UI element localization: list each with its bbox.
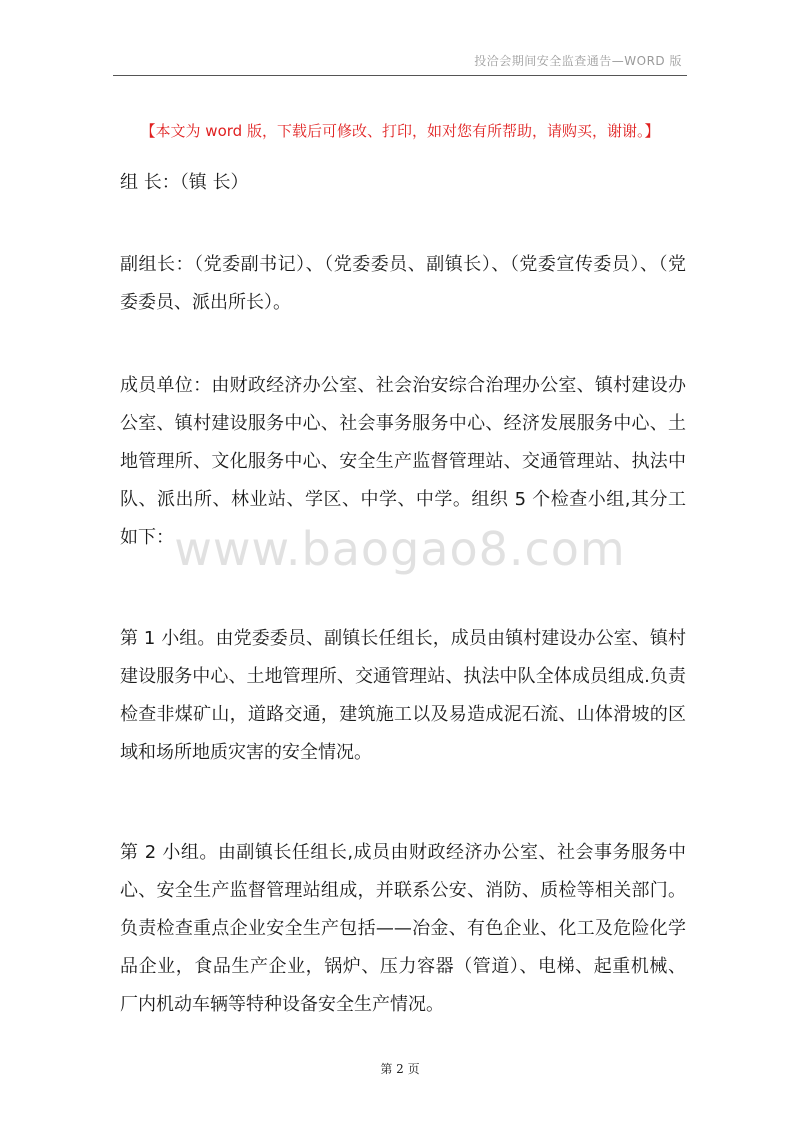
paragraph-deputy-leaders: 副组长：（党委副书记）、（党委委员、副镇长）、（党委宣传委员）、（党委委员、派出所长）。: [120, 254, 686, 313]
page-number: 第 2 页: [380, 1062, 420, 1076]
running-header: 投洽会期间安全监查通告—WORD 版: [474, 54, 682, 68]
paragraph-group-leader: 组 长：（镇 长）: [120, 172, 249, 193]
paragraph-member-units: 成员单位：由财政经济办公室、社会治安综合治理办公室、镇村建设办公室、镇村建设服务中心、社会事务服务中心、经济发展服务中心、土地管理所、文化服务中心、安全生产监督管理站、交通管理站、执法中队、派出所、林业站、学区、中学、中学。组织 5 个检查小组,其分工如下：: [120, 375, 686, 548]
header-divider: [113, 75, 687, 76]
watermark: www.baogao8.com: [174, 522, 626, 576]
paragraph-group-2: 第 2 小组。由副镇长任组长,成员由财政经济办公室、社会事务服务中心、安全生产监督管理站组成，并联系公安、消防、质检等相关部门。负责检查重点企业安全生产包括——冶金、有色企业、化工及危险化学品企业，食品生产企业，锅炉、压力容器（管道）、电梯、起重机械、厂内机动车辆等特种设备安全生产情况。: [120, 842, 686, 1015]
paragraph-group-1: 第 1 小组。由党委委员、副镇长任组长，成员由镇村建设办公室、镇村建设服务中心、土地管理所、交通管理站、执法中队全体成员组成.负责检查非煤矿山，道路交通，建筑施工以及易造成泥石流、山体滑坡的区域和场所地质灾害的安全情况。: [120, 628, 686, 763]
purchase-notice: 【本文为 word 版，下载后可修改、打印，如对您有所帮助，请购买，谢谢。】: [140, 122, 660, 140]
